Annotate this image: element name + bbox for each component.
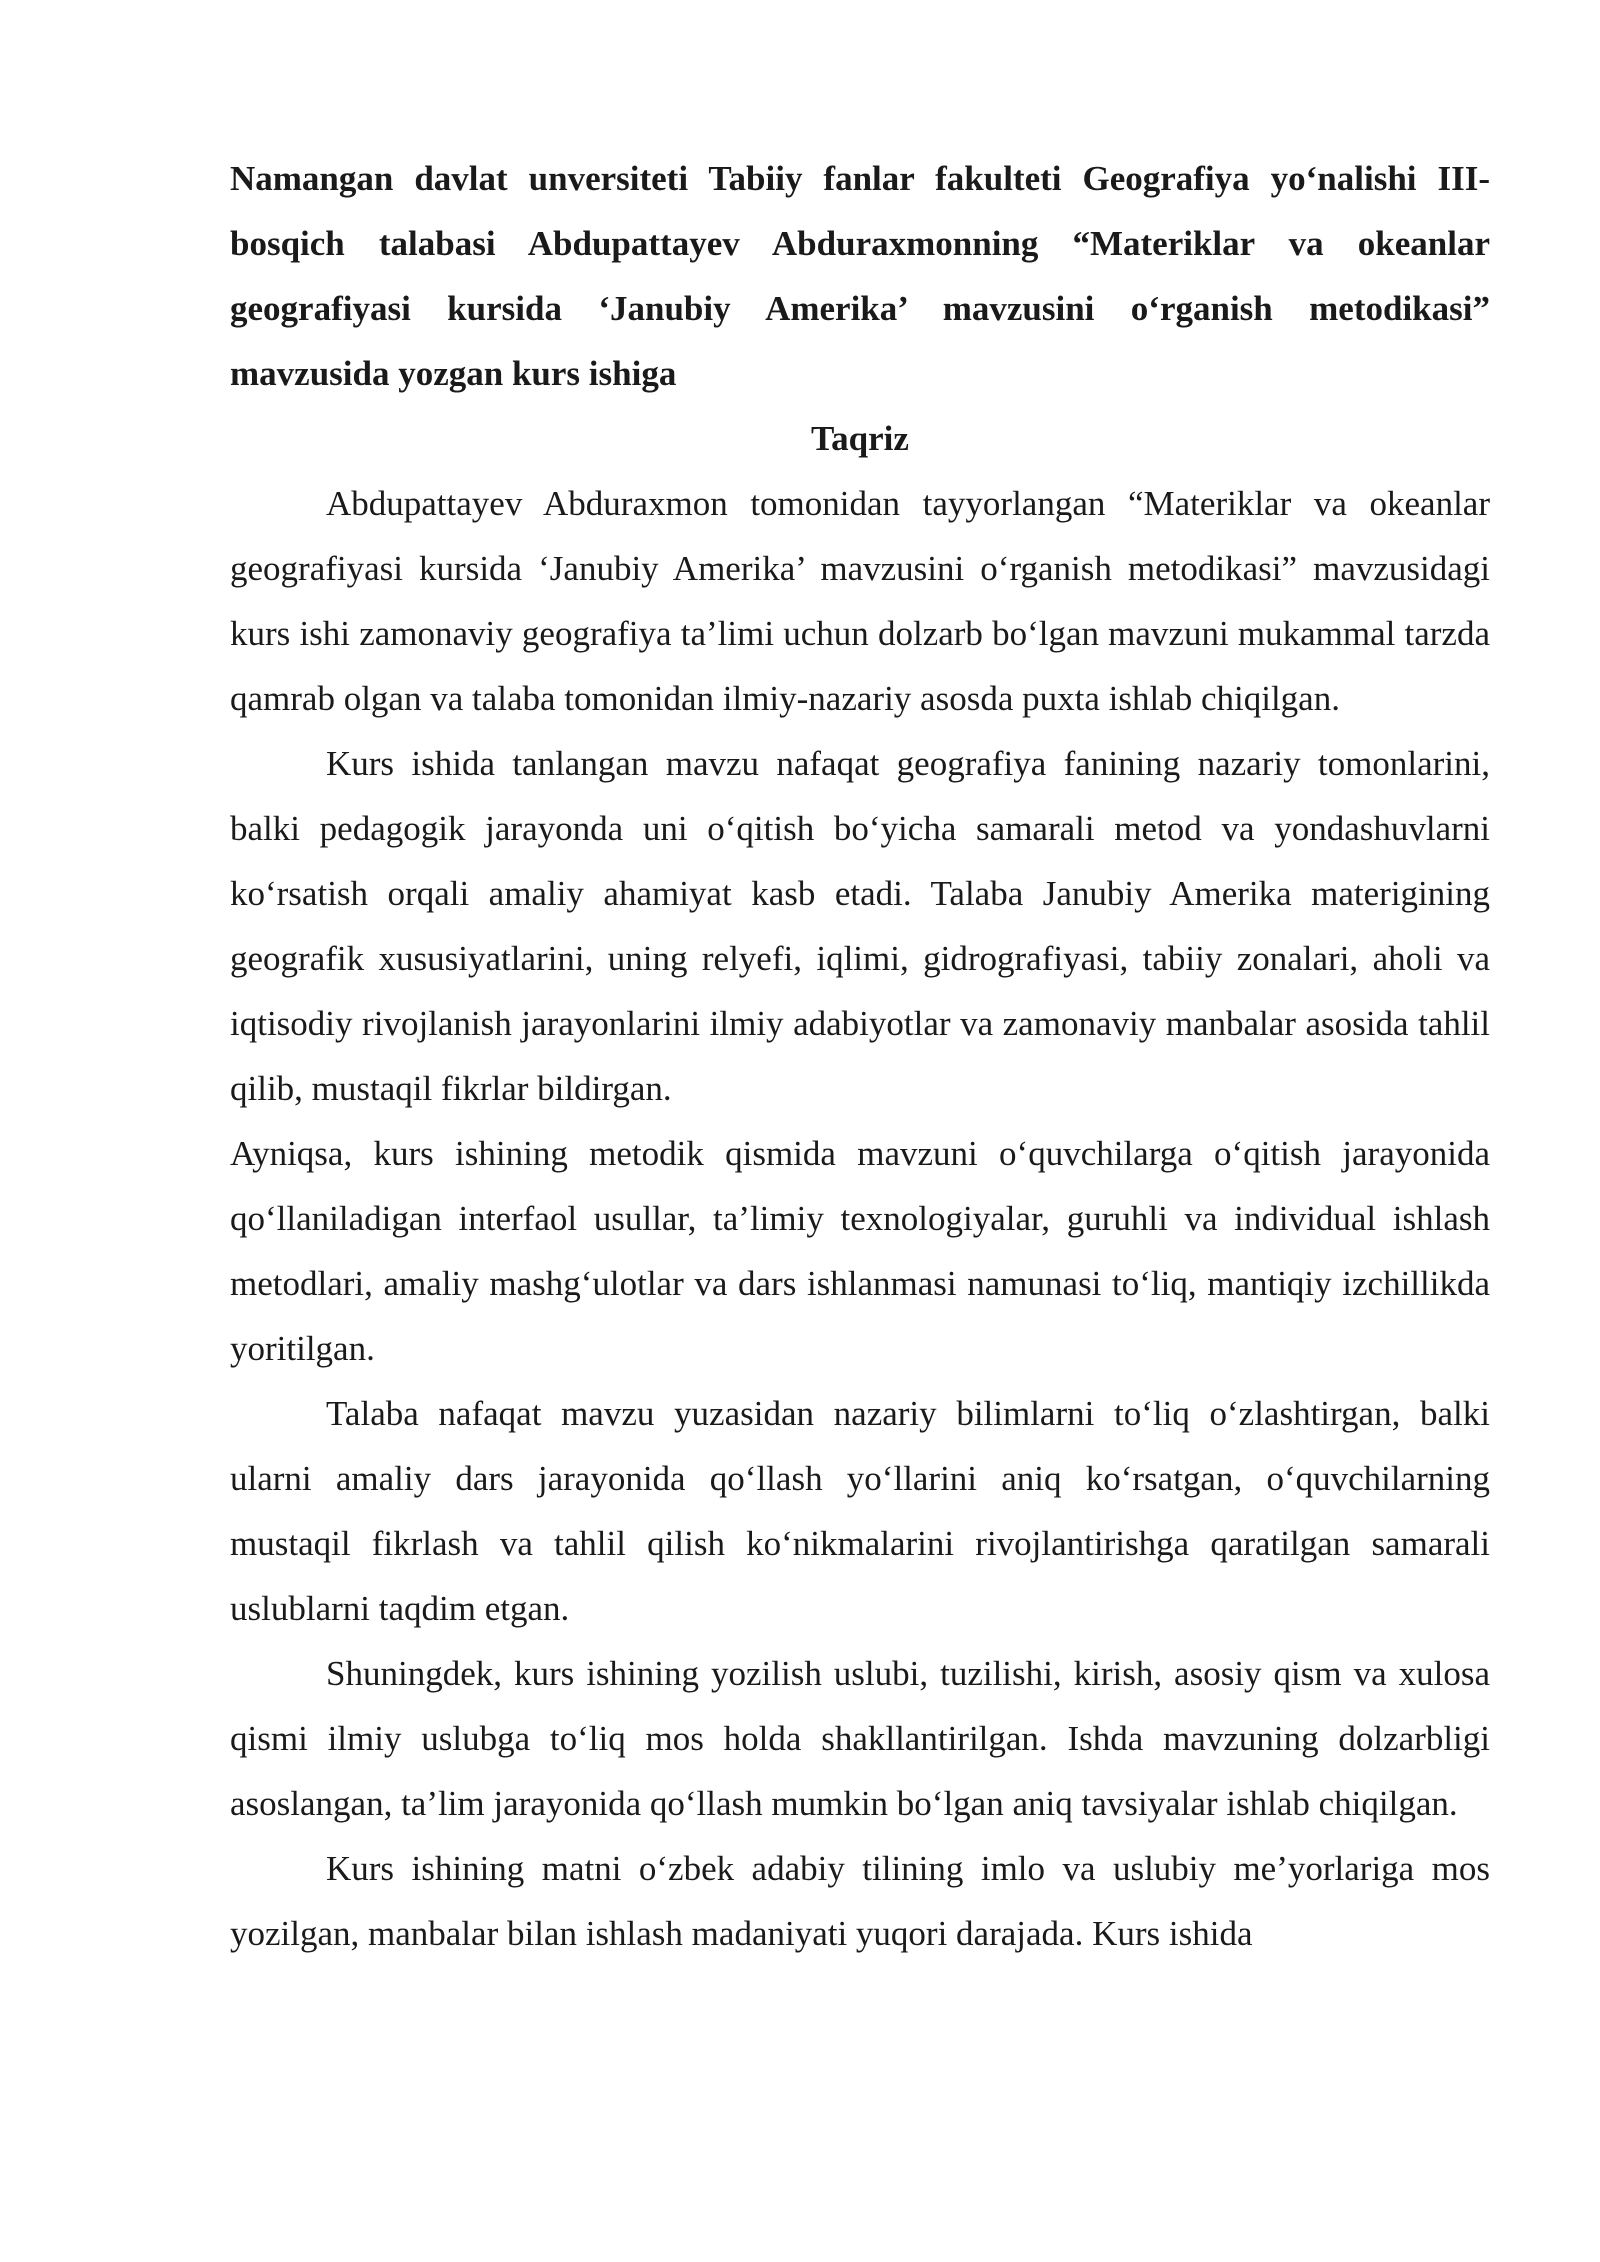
- paragraph-methodology: Ayniqsa, kurs ishining metodik qismida mavzuni o‘quvchilarga o‘qitish jarayonida qo‘llaniladigan interfaol usullar, ta’limiy texnologiyalar, guruhli va individual ishlash metodlari, amaliy mashg‘ulotlar va dars ishlanmasi namunasi to‘liq, mantiqiy izchillikda yoritilgan.: [230, 1134, 1490, 1368]
- document-title: Taqriz: [811, 419, 909, 458]
- paragraph-topic-relevance: Kurs ishida tanlangan mavzu nafaqat geografiya fanining nazariy tomonlarini, balki pedagogik jarayonda uni o‘qitish bo‘yicha samarali metod va yondashuvlarni ko‘rsatish orqali amaliy ahamiyat kasb etadi. Talaba Janubiy Amerika materigining geografik xususiyatlarini, uning relyefi, iqlimi, gidrografiyasi, tabiiy zonalari, aholi va iqtisodiy rivojlanish jarayonlarini ilmiy adabiyotlar va zamonaviy manbalar asosida tahlil qilib, mustaqil fikrlar bildirgan.: [230, 744, 1490, 1108]
- document-body: [230, 146, 1490, 1966]
- paragraph-structure: Shuningdek, kurs ishining yozilish uslubi, tuzilishi, kirish, asosiy qism va xulosa qismi ilmiy uslubga to‘liq mos holda shakllantirilgan. Ishda mavzuning dolzarbligi asoslangan, ta’lim jarayonida qo‘llash mumkin bo‘lgan aniq tavsiyalar ishlab chiqilgan.: [230, 1654, 1490, 1823]
- document-heading: Namangan davlat unversiteti Tabiiy fanlar fakulteti Geografiya yo‘nalishi III-bosqich talabasi Abdupattayev Abduraxmonning “Materiklar va okeanlar geografiyasi kursida ‘Janubiy Amerika’ mavzusini o‘rganish metodikasi” mavzusida yozgan kurs ishiga: [230, 159, 1490, 393]
- paragraph-student-skills: Talaba nafaqat mavzu yuzasidan nazariy bilimlarni to‘liq o‘zlashtirgan, balki ularni amaliy dars jarayonida qo‘llash yo‘llarini aniq ko‘rsatgan, o‘quvchilarning mustaqil fikrlash va tahlil qilish ko‘nikmalarini rivojlantirishga qaratilgan samarali uslublarni taqdim etgan.: [230, 1394, 1490, 1628]
- paragraph-language: Kurs ishining matni o‘zbek adabiy tilining imlo va uslubiy me’yorlariga mos yozilgan, manbalar bilan ishlash madaniyati yuqori darajada. Kurs ishida: [230, 1849, 1490, 1953]
- paragraph-intro: Abdupattayev Abduraxmon tomonidan tayyorlangan “Materiklar va okeanlar geografiyasi kursida ‘Janubiy Amerika’ mavzusini o‘rganish metodikasi” mavzusidagi kurs ishi zamonaviy geografiya ta’limi uchun dolzarb bo‘lgan mavzuni mukammal tarzda qamrab olgan va talaba tomonidan ilmiy-nazariy asosda puxta ishlab chiqilgan.: [230, 484, 1490, 718]
